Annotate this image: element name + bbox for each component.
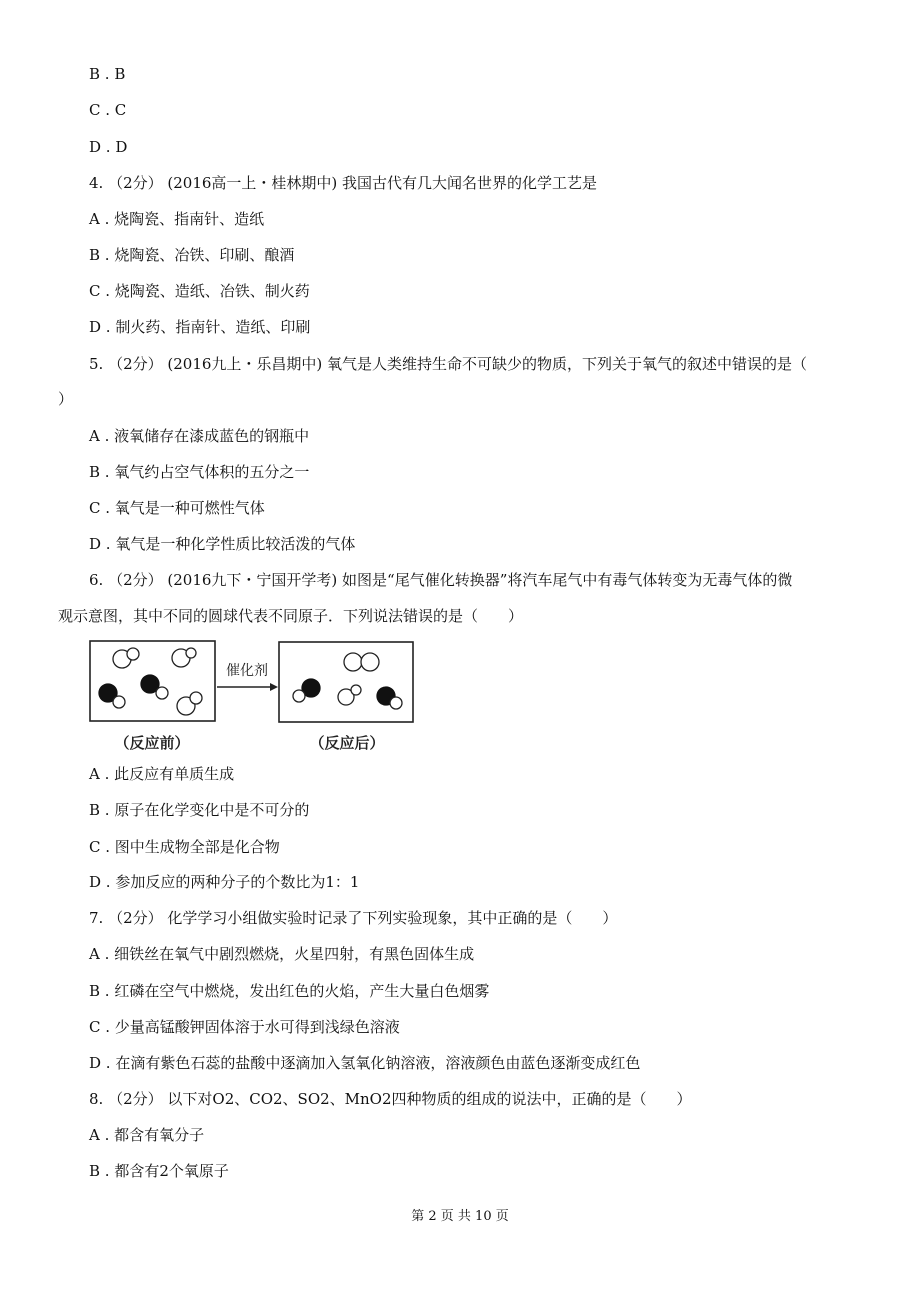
q6-option-b: B . 原子在化学变化中是不可分的 <box>89 801 310 819</box>
question-5: 5. （2分） (2016九上・乐昌期中) 氧气是人类维持生命不可缺少的物质，下列关于氧气的叙述中错误的是（ <box>89 355 808 373</box>
q7-option-c: C . 少量高锰酸钾固体溶于水可得到浅绿色溶液 <box>89 1018 400 1036</box>
q4-option-c: C . 烧陶瓷、造纸、冶铁、制火药 <box>89 282 310 300</box>
q7-option-b: B . 红磷在空气中燃烧，发出红色的火焰，产生大量白色烟雾 <box>89 982 490 1000</box>
option-d: D . D <box>89 138 128 156</box>
q5-option-a: A . 液氧储存在漆成蓝色的钢瓶中 <box>89 427 310 445</box>
after-box <box>279 642 413 722</box>
q7-option-a: A . 细铁丝在氧气中剧烈燃烧，火星四射，有黑色固体生成 <box>89 945 475 963</box>
after-caption: （反应后） <box>309 735 385 752</box>
q4-option-d: D . 制火药、指南针、造纸、印刷 <box>89 318 311 336</box>
q5-option-c: C . 氧气是一种可燃性气体 <box>89 499 265 517</box>
q5-option-b: B . 氧气约占空气体积的五分之一 <box>89 463 310 481</box>
q4-option-b: B . 烧陶瓷、冶铁、印刷、酿酒 <box>89 246 295 264</box>
before-caption: （反应前） <box>114 735 190 752</box>
q8-option-a: A . 都含有氧分子 <box>89 1126 205 1144</box>
q8-option-b: B . 都含有2个氧原子 <box>89 1162 229 1180</box>
option-c: C . C <box>89 101 127 119</box>
q6-option-a: A . 此反应有单质生成 <box>89 765 235 783</box>
q6-option-d: D . 参加反应的两种分子的个数比为1：1 <box>89 873 360 891</box>
option-b: B . B <box>89 65 126 83</box>
page-footer: 第 2 页 共 10 页 <box>411 1209 509 1224</box>
question-4: 4. （2分） (2016高一上・桂林期中) 我国古代有几大闻名世界的化学工艺是 <box>89 174 598 192</box>
q4-option-a: A . 烧陶瓷、指南针、造纸 <box>89 210 265 228</box>
question-6: 6. （2分） (2016九下・宁国开学考) 如图是“尾气催化转换器”将汽车尾气中有毒气体转变为无毒气体的微 <box>89 571 793 589</box>
arrow-label: 催化剂 <box>226 662 268 678</box>
q5-option-d: D . 氧气是一种化学性质比较活泼的气体 <box>89 535 356 553</box>
question-6-continued: 观示意图，其中不同的圆球代表不同原子．下列说法错误的是（ ） <box>58 607 524 625</box>
q7-option-d: D . 在滴有紫色石蕊的盐酸中逐滴加入氢氧化钠溶液，溶液颜色由蓝色逐渐变成红色 <box>89 1054 641 1072</box>
question-5-continued: ） <box>58 390 74 408</box>
question-7: 7. （2分） 化学学习小组做实验时记录了下列实验现象，其中正确的是（ ） <box>89 909 618 927</box>
reaction-diagram <box>87 636 427 758</box>
q6-option-c: C . 图中生成物全部是化合物 <box>89 838 280 856</box>
question-8: 8. （2分） 以下对O2、CO2、SO2、MnO2四种物质的组成的说法中，正确的是（ ） <box>89 1090 692 1108</box>
